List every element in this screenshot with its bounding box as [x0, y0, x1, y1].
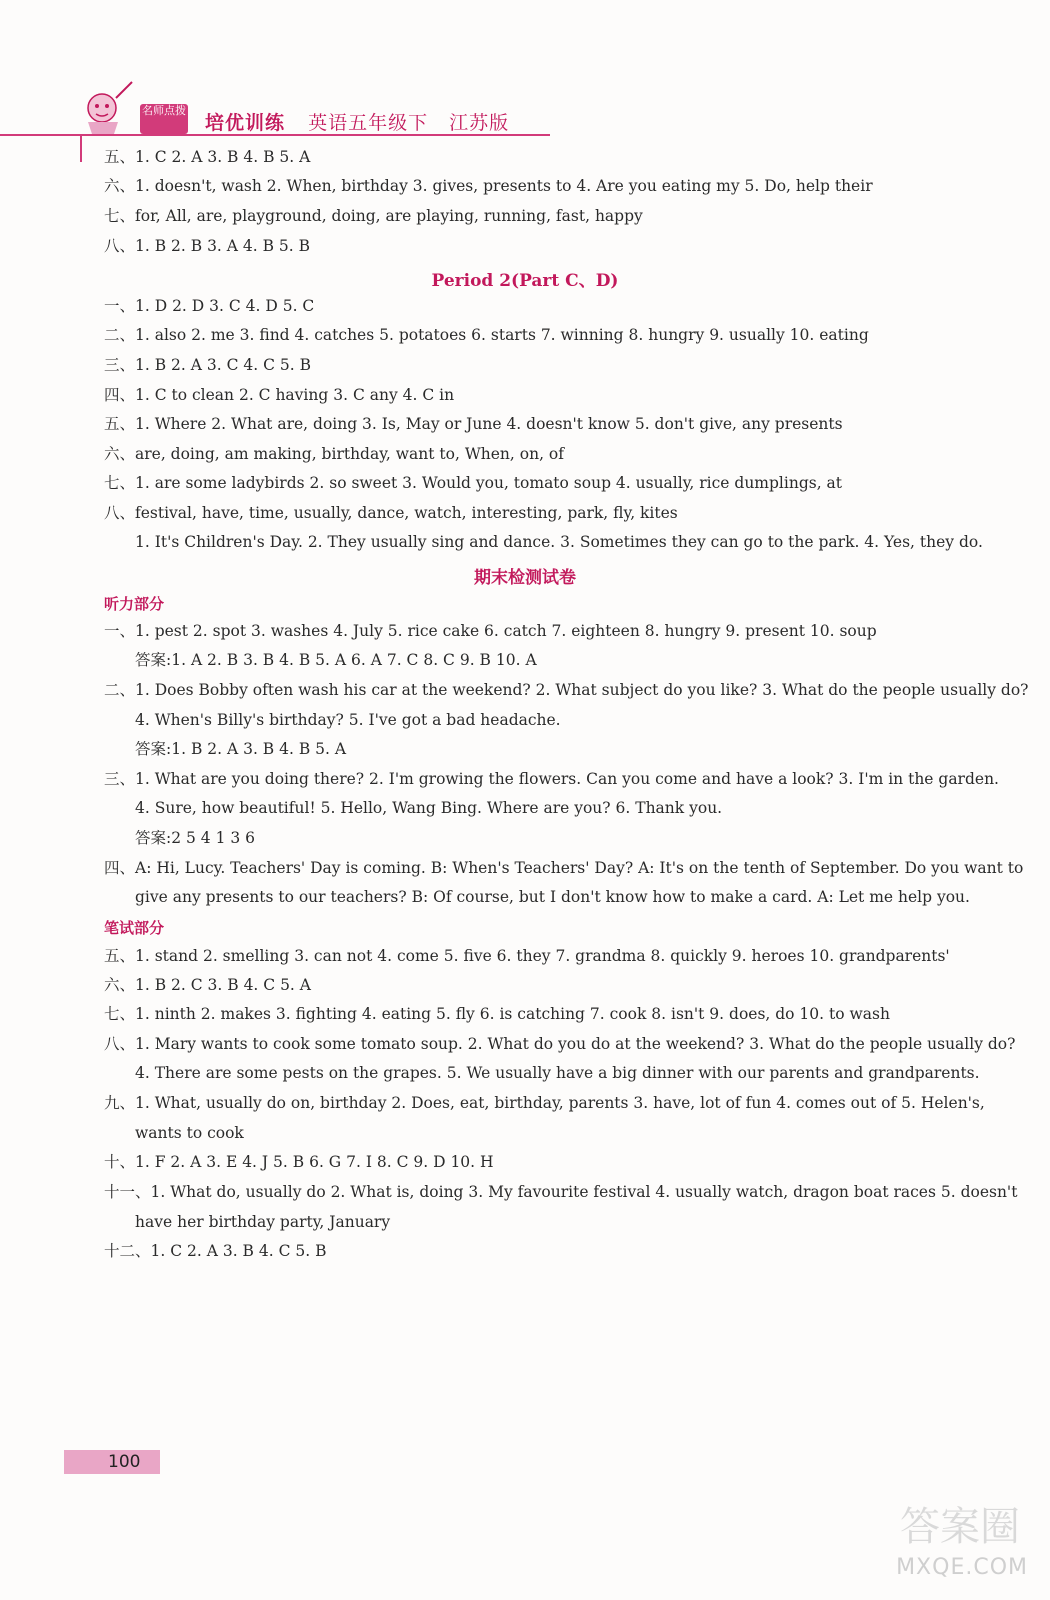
- answer-line: 4. When's Billy's birthday? 5. I've got a bad headache.: [135, 711, 561, 729]
- answer-line: 十二、1. C 2. A 3. B 4. C 5. B: [104, 1242, 327, 1260]
- answer-line: 五、1. Where 2. What are, doing 3. Is, May or June 4. doesn't know 5. don't give, any presents: [104, 415, 843, 433]
- answer-key-line: 答案:2 5 4 1 3 6: [135, 829, 256, 847]
- series-name: 培优训练: [205, 112, 286, 134]
- exam-heading: 期末检测试卷: [474, 568, 576, 588]
- answer-line: 六、1. doesn't, wash 2. When, birthday 3. gives, presents to 4. Are you eating my 5. Do, help their: [104, 177, 873, 195]
- edition: 江苏版: [449, 112, 510, 134]
- answer-line: 五、1. C 2. A 3. B 4. B 5. A: [104, 148, 311, 166]
- writing-label: 笔试部分: [104, 919, 165, 937]
- listening-label: 听力部分: [104, 595, 165, 613]
- answer-line: 五、1. stand 2. smelling 3. can not 4. come 5. five 6. they 7. grandma 8. quickly 9. heroes 10. grandparents': [104, 947, 950, 965]
- answer-key-line: 答案:1. B 2. A 3. B 4. B 5. A: [135, 740, 347, 758]
- answer-line: 二、1. Does Bobby often wash his car at the weekend? 2. What subject do you like? 3. What do the people usually do?: [104, 681, 1029, 699]
- answer-line: 八、1. Mary wants to cook some tomato soup. 2. What do you do at the weekend? 3. What do the people usually do?: [104, 1035, 1016, 1053]
- dialogue-line: give any presents to our teachers? B: Of course, but I don't know how to make a card. A: Let me help you.: [135, 888, 970, 906]
- answer-line: 4. Sure, how beautiful! 5. Hello, Wang Bing. Where are you? 6. Thank you.: [135, 799, 723, 817]
- answer-line: have her birthday party, January: [135, 1213, 391, 1231]
- page-header-title: [205, 108, 523, 135]
- header-rule-vertical: [80, 134, 82, 162]
- answer-line: 一、1. pest 2. spot 3. washes 4. July 5. rice cake 6. catch 7. eighteen 8. hungry 9. present 10. soup: [104, 622, 877, 640]
- subject-grade: 英语五年级下: [308, 112, 429, 134]
- period-heading: Period 2(Part C、D): [431, 271, 619, 291]
- answer-key-line: 答案:1. A 2. B 3. B 4. B 5. A 6. A 7. C 8. C 9. B 10. A: [135, 651, 537, 669]
- answer-line: 六、1. B 2. C 3. B 4. C 5. A: [104, 976, 311, 994]
- answer-line: 4. There are some pests on the grapes. 5. We usually have a big dinner with our parents and grandparents.: [135, 1064, 980, 1082]
- dialogue-line: 四、A: Hi, Lucy. Teachers' Day is coming. B: When's Teachers' Day? A: It's on the tenth of September. Do you want to: [104, 859, 1024, 877]
- answer-line: 二、1. also 2. me 3. find 4. catches 5. potatoes 6. starts 7. winning 8. hungry 9. usually 10. eating: [104, 326, 869, 344]
- answer-line: 六、are, doing, am making, birthday, want to, When, on, of: [104, 445, 564, 463]
- answer-line: 一、1. D 2. D 3. C 4. D 5. C: [104, 297, 315, 315]
- answer-line: 十一、1. What do, usually do 2. What is, doing 3. My favourite festival 4. usually watch, dragon boat races 5. doesn't: [104, 1183, 1018, 1201]
- answer-line: 九、1. What, usually do on, birthday 2. Does, eat, birthday, parents 3. have, lot of fun 4. comes out of 5. Helen's,: [104, 1094, 985, 1112]
- answer-line: 八、1. B 2. B 3. A 4. B 5. B: [104, 237, 311, 255]
- answer-line: 七、1. ninth 2. makes 3. fighting 4. eating 5. fly 6. is catching 7. cook 8. isn't 9. does, do 10. to wash: [104, 1005, 890, 1023]
- answer-line: 七、1. are some ladybirds 2. so sweet 3. Would you, tomato soup 4. usually, rice dumplings, at: [104, 474, 843, 492]
- header-rule: [0, 134, 550, 136]
- mascot-logo-icon: [78, 78, 136, 136]
- watermark-text: MXQE.COM: [896, 1555, 1028, 1580]
- answer-line: wants to cook: [135, 1124, 244, 1142]
- answer-line: 三、1. What are you doing there? 2. I'm growing the flowers. Can you come and have a look? 3. I'm in the garden.: [104, 770, 999, 788]
- answer-line: 十、1. F 2. A 3. E 4. J 5. B 6. G 7. I 8. C 9. D 10. H: [104, 1153, 494, 1171]
- answer-line: 1. It's Children's Day. 2. They usually sing and dance. 3. Sometimes they can go to the park. 4. Yes, they do.: [135, 533, 983, 551]
- brand-badge: 名师点拨: [140, 104, 188, 134]
- watermark-logo: 答案圈: [900, 1504, 1020, 1550]
- answer-line: 三、1. B 2. A 3. C 4. C 5. B: [104, 356, 311, 374]
- answer-line: 八、festival, have, time, usually, dance, watch, interesting, park, fly, kites: [104, 504, 678, 522]
- answer-line: 四、1. C to clean 2. C having 3. C any 4. C in: [104, 386, 455, 404]
- answer-line: 七、for, All, are, playground, doing, are playing, running, fast, happy: [104, 207, 643, 225]
- page-number: 100: [108, 1452, 141, 1472]
